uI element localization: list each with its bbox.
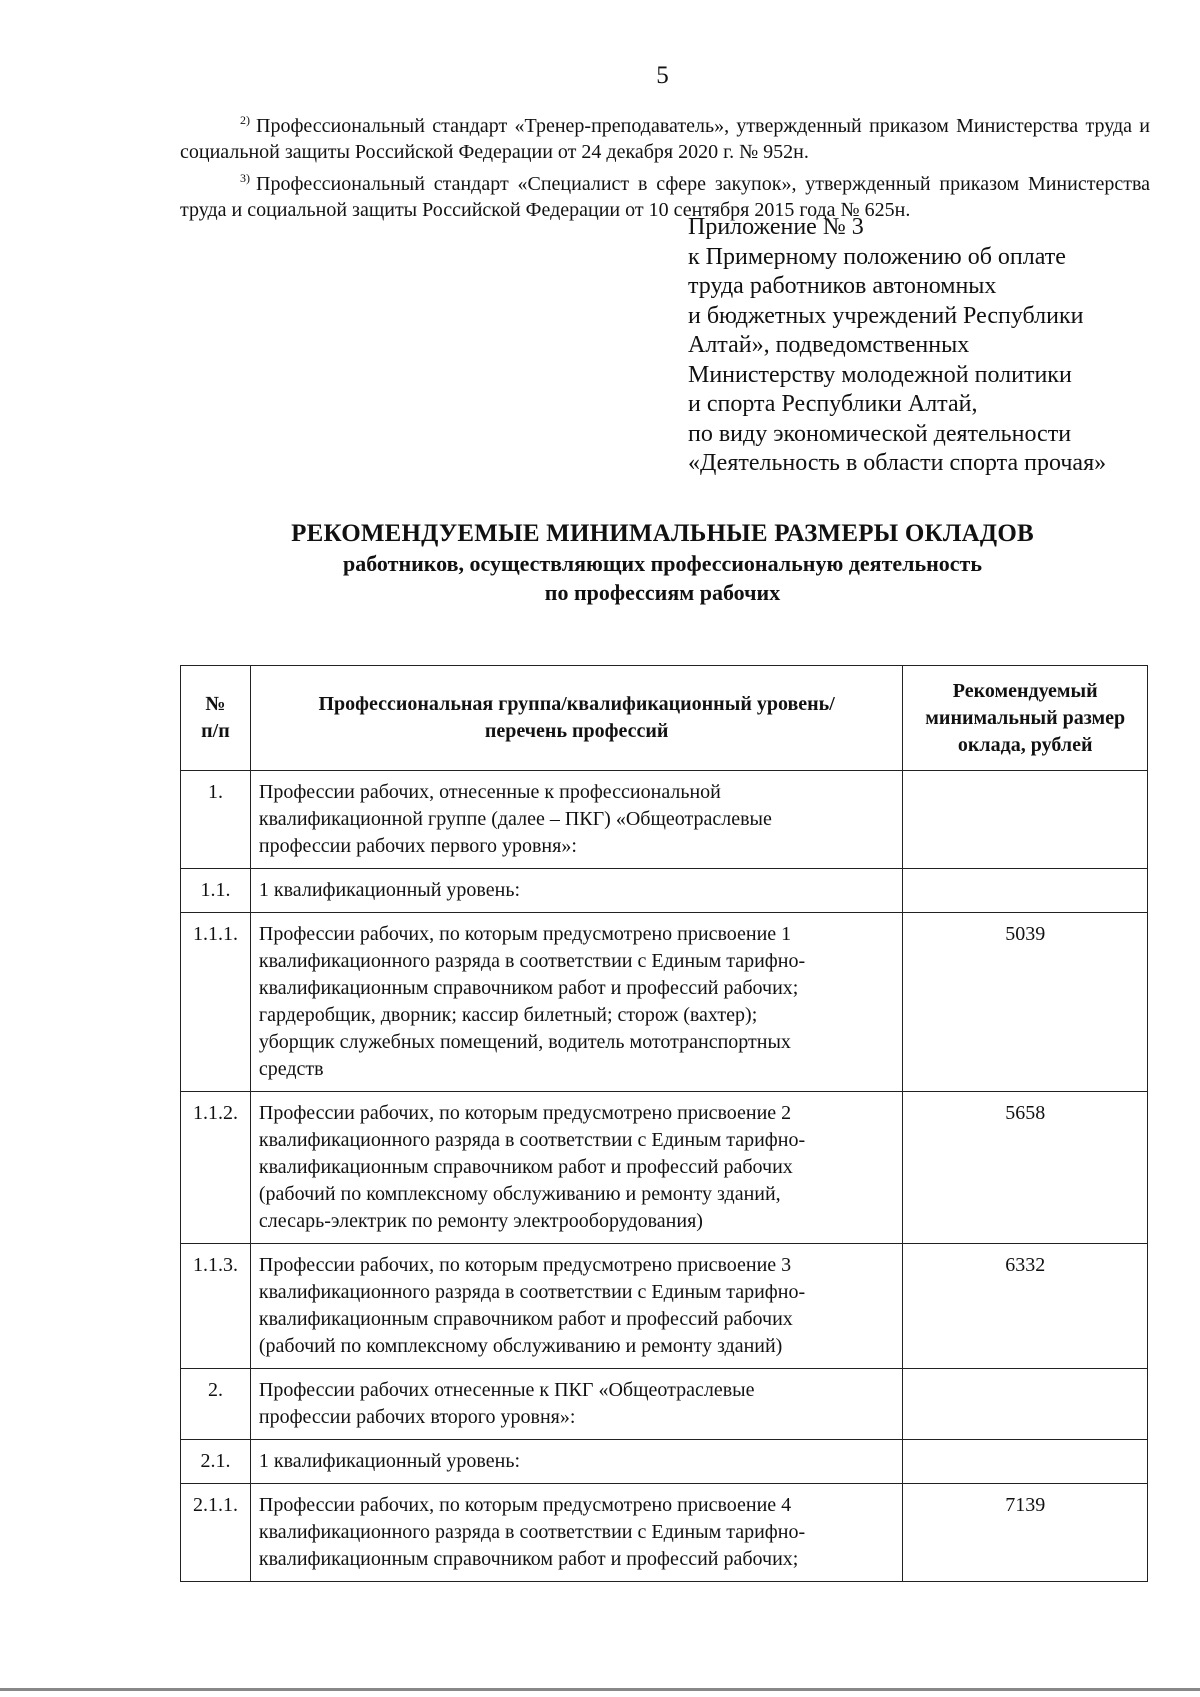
description-line: средств (258, 1058, 324, 1080)
appendix-line: к Примерному положению об оплате (688, 243, 1066, 270)
footnote-mark: 3) (240, 171, 250, 185)
row-description (250, 1484, 903, 1582)
row-description (250, 771, 903, 869)
row-number: 1.1. (181, 869, 251, 913)
row-number: 1. (181, 771, 251, 869)
row-number: 2.1.1. (181, 1484, 251, 1582)
header-text: п/п (201, 720, 230, 742)
row-salary (903, 1369, 1148, 1440)
row-salary: 6332 (903, 1244, 1148, 1369)
description-line: профессии рабочих второго уровня»: (258, 1406, 576, 1428)
scan-edge-line (0, 1688, 1200, 1691)
description-line: 1 квалификационный уровень: (258, 1450, 521, 1472)
row-description (250, 1440, 903, 1484)
description-line: квалификационного разряда в соответствии с Единым тарифно- (258, 950, 806, 972)
row-number: 2.1. (181, 1440, 251, 1484)
description-line: Профессии рабочих, по которым предусмотрено присвоение 3 (258, 1254, 792, 1276)
row-description (250, 1244, 903, 1369)
table-row (181, 1244, 1148, 1369)
appendix-line: по виду экономической деятельности (688, 420, 1072, 447)
appendix-line: «Деятельность в области спорта прочая» (688, 450, 1107, 476)
appendix-line: и бюджетных учреждений Республики (688, 302, 1084, 329)
description-line: Профессии рабочих, по которым предусмотрено присвоение 1 (258, 923, 792, 945)
description-line: (рабочий по комплексному обслуживанию и ремонту зданий) (258, 1335, 783, 1357)
description-line: слесарь-электрик по ремонту электрооборудования) (258, 1210, 703, 1232)
description-line: квалификационного разряда в соответствии с Единым тарифно- (258, 1281, 806, 1303)
row-description (250, 1369, 903, 1440)
header-text: № (205, 693, 226, 715)
description-line: квалификационным справочником работ и профессий рабочих (258, 1156, 793, 1178)
page-number: 5 (656, 62, 669, 89)
row-description (250, 1092, 903, 1244)
description-line: Профессии рабочих, отнесенные к профессиональной (258, 781, 721, 803)
table-row (181, 1369, 1148, 1440)
table-row (181, 913, 1148, 1092)
table-header-row (181, 666, 1148, 771)
footnote-text: Профессиональный стандарт «Тренер-преподаватель», утвержденный приказом Министерства труда и социальной защиты Российской Федерации от 24 декабря 2020 г. № 952н. (180, 115, 1150, 163)
description-line: квалификационным справочником работ и профессий рабочих; (258, 977, 799, 999)
title-line-2: работников, осуществляющих профессиональную деятельность (342, 551, 982, 576)
row-description (250, 869, 903, 913)
row-salary (903, 869, 1148, 913)
footnote-mark: 2) (240, 113, 250, 127)
description-line: Профессии рабочих отнесенные к ПКГ «Общеотраслевые (258, 1379, 755, 1401)
description-line: квалификационного разряда в соответствии с Единым тарифно- (258, 1129, 806, 1151)
row-salary: 7139 (903, 1484, 1148, 1582)
table-row (181, 1092, 1148, 1244)
footnote-text: Профессиональный стандарт «Специалист в сфере закупок», утвержденный приказом Министерства труда и социальной защиты Российской Федерации от 10 сентября 2015 года № 625н. (180, 173, 1150, 221)
header-num (181, 666, 251, 771)
document-title (0, 518, 1200, 607)
row-salary (903, 771, 1148, 869)
header-text: минимальный размер (925, 706, 1126, 729)
header-text: Рекомендуемый (952, 679, 1098, 702)
appendix-line: труда работников автономных (688, 273, 997, 299)
table-row (181, 771, 1148, 869)
description-line: квалификационным справочником работ и профессий рабочих (258, 1308, 793, 1330)
description-line: профессии рабочих первого уровня»: (258, 835, 577, 857)
title-line-3: по профессиям рабочих (544, 580, 781, 605)
description-line: квалификационной группе (далее – ПКГ) «Общеотраслевые (258, 808, 772, 830)
appendix-line: Министерству молодежной политики (688, 361, 1072, 388)
appendix-line: Алтай», подведомственных (688, 332, 970, 358)
title-line-1: РЕКОМЕНДУЕМЫЕ МИНИМАЛЬНЫЕ РАЗМЕРЫ ОКЛАДОВ (291, 520, 1034, 547)
description-line: Профессии рабочих, по которым предусмотрено присвоение 4 (258, 1494, 792, 1516)
description-line: гардеробщик, дворник; кассир билетный; сторож (вахтер); (258, 1004, 758, 1026)
header-text: оклада, рублей (957, 733, 1093, 756)
table-body (181, 771, 1148, 1582)
row-salary (903, 1440, 1148, 1484)
description-line: уборщик служебных помещений, водитель мототранспортных (258, 1031, 791, 1053)
row-number: 2. (181, 1369, 251, 1440)
footnote-2 (180, 107, 1150, 165)
table-row (181, 869, 1148, 913)
salary-table (180, 665, 1148, 1582)
table-row (181, 1484, 1148, 1582)
appendix-line: и спорта Республики Алтай, (688, 391, 978, 417)
row-number: 1.1.3. (181, 1244, 251, 1369)
header-group (250, 666, 903, 771)
table-row (181, 1440, 1148, 1484)
row-number: 1.1.2. (181, 1092, 251, 1244)
appendix-block (688, 213, 1168, 479)
header-salary (903, 666, 1148, 771)
row-number: 1.1.1. (181, 913, 251, 1092)
appendix-line: Приложение № 3 (688, 214, 864, 240)
description-line: (рабочий по комплексному обслуживанию и ремонту зданий, (258, 1183, 781, 1205)
header-text: Профессиональная группа/квалификационный уровень/ (318, 693, 835, 715)
description-line: Профессии рабочих, по которым предусмотрено присвоение 2 (258, 1102, 792, 1124)
description-line: квалификационным справочником работ и профессий рабочих; (258, 1548, 799, 1570)
row-description (250, 913, 903, 1092)
description-line: 1 квалификационный уровень: (258, 879, 521, 901)
header-text: перечень профессий (484, 720, 669, 742)
row-salary: 5039 (903, 913, 1148, 1092)
row-salary: 5658 (903, 1092, 1148, 1244)
footnotes (180, 107, 1150, 223)
description-line: квалификационного разряда в соответствии с Единым тарифно- (258, 1521, 806, 1543)
